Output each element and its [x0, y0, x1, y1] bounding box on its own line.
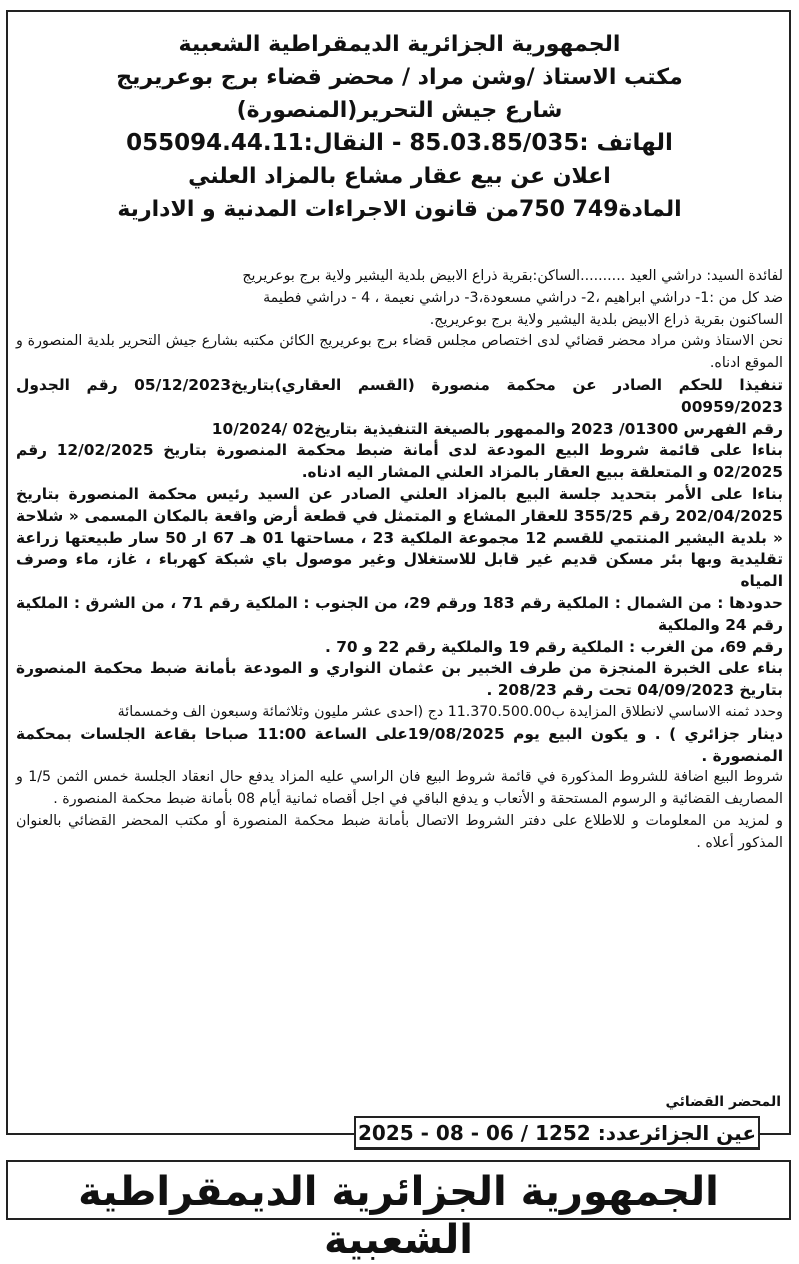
- sale-date-paragraph: دينار جزائري ) . و يكون البيع يوم 19/08/2025على الساعة 11:00 صباحا بقاعة الجلسات بمحكمة المنصورة .: [16, 724, 783, 765]
- announcement-title: اعلان عن بيع عقار مشاع بالمزاد العلني: [188, 164, 611, 189]
- defendants-paragraph: ضد كل من :1- دراشي ابراهيم ،2- دراشي مسعودة،3- دراشي نعيمة ، 4 - دراشي فطيمة: [263, 289, 783, 306]
- conditions-paragraph: بناءا على قائمة شروط البيع المودعة لدى أمانة ضبط محكمة المنصورة بتاريخ 12/02/2025 رقم 02/2025 و المتعلقة ببيع العقار بالمزاد العلني المشار اليه ادناه.: [16, 441, 783, 482]
- publication-reference: عين الجزائرعدد: 1252 / 06 - 08 - 2025: [354, 1116, 760, 1150]
- boundaries-paragraph: حدودها : من الشمال : الملكية رقم 183 ورقم 29، من الجنوب : الملكية رقم 71 ، من الشرق : الملكية رقم 24 والملكية: [16, 593, 783, 634]
- contact-paragraph: و لمزيد من المعلومات و للاطلاع على دفتر الشروط الاتصال بأمانة ضبط محكمة المنصورة أو مكتب المحضر القضائي بالعنوان المذكور أعلاه .: [16, 812, 783, 851]
- boundaries-west-paragraph: رقم 69، من الغرب : الملكية رقم 19 والملكية رقم 22 و 70 .: [325, 637, 783, 656]
- price-paragraph: وحدد ثمنه الاساسي لانطلاق المزايدة ب11.370.500.00 دج (احدى عشر مليون وثلاثمائة وسبعون الف وخمسمائة: [117, 703, 783, 720]
- street-line: شارع جيش التحرير(المنصورة): [236, 98, 563, 123]
- beneficiary-paragraph: لفائدة السيد: دراشي العيد ..........الساكن:بقرية ذراع الابيض بلدية اليشير ولاية برج بوعريريج: [242, 268, 783, 284]
- notice-header: [20, 28, 779, 226]
- order-paragraph: بناءا على الأمر بتحديد جلسة البيع بالمزاد العلني الصادر عن السيد رئيس محكمة المنصورة بتاريخ 202/04/2025 رقم 355/25 للعقار المشاع و المتمثل في قطعة أرض واقعة بالمكان المسمى « شلاحة « بلدية اليشير المنتمي للقسم 12 مجموعة الملكية 23 ، مساحتها 01 هـ 67 ار 50 سار طبيعتها زراعة تقليدية وبها بئر مسكن قديم غير قابل للاستغلال وغير موصول باي شبكة كهرباء ، غاز، ماء وصرف المياه: [16, 484, 783, 591]
- sale-conditions-paragraph: شروط البيع اضافة للشروط المذكورة في قائمة شروط البيع فان الراسي عليه المزاد يدفع حال انعقاد الجلسة خمس الثمن 1/5 و المصاريف القضائية و الرسوم المستحقة و الأتعاب و يدفع الباقي في اجل أقصاه ثمانية أيام 08 بأمانة ضبط محكمة المنصورة .: [16, 769, 783, 808]
- phone-line: الهاتف :85.03.85/035 - النقال:055094.44.11: [126, 130, 673, 156]
- bailiff-paragraph: نحن الاستاذ وشن مراد محضر قضائي لدى اختصاص مجلس قضاء برج بوعريريج الكائن مكتبه بشارع جيش التحرير بلدية المنصورة و الموقع ادناه.: [16, 333, 783, 372]
- judgment-paragraph: تنفيذا للحكم الصادر عن محكمة منصورة (القسم العقاري)بتاريخ05/12/2023 رقم الجدول 00959/2023: [16, 375, 783, 416]
- residence-paragraph: الساكنون بقرية ذراع الابيض بلدية اليشير ولاية برج بوعريريج.: [429, 311, 783, 328]
- next-notice-title: الجمهورية الجزائرية الديمقراطية الشعبية: [78, 1169, 719, 1263]
- notice-body: [16, 266, 783, 855]
- signature: المحضر القضائي: [665, 1094, 781, 1110]
- office-line: مكتب الاستاذ /وشن مراد / محضر قضاء برج بوعريريج: [116, 65, 683, 90]
- index-paragraph: رقم الفهرس 01300/ 2023 والممهور بالصيغة التنفيذية بتاريخ02 /10/2024: [211, 419, 783, 438]
- next-notice-frame: [6, 1160, 791, 1263]
- republic-title: الجمهورية الجزائرية الديمقراطية الشعبية: [178, 32, 621, 57]
- expertise-paragraph: بناء على الخبرة المنجزة من طرف الخبير بن عثمان النواري و المودعة بأمانة ضبط محكمة المنصورة بتاريخ 04/09/2023 تحت رقم 208/23 .: [16, 659, 783, 700]
- article-line: المادة749 750من قانون الاجراءات المدنية و الادارية: [117, 197, 682, 222]
